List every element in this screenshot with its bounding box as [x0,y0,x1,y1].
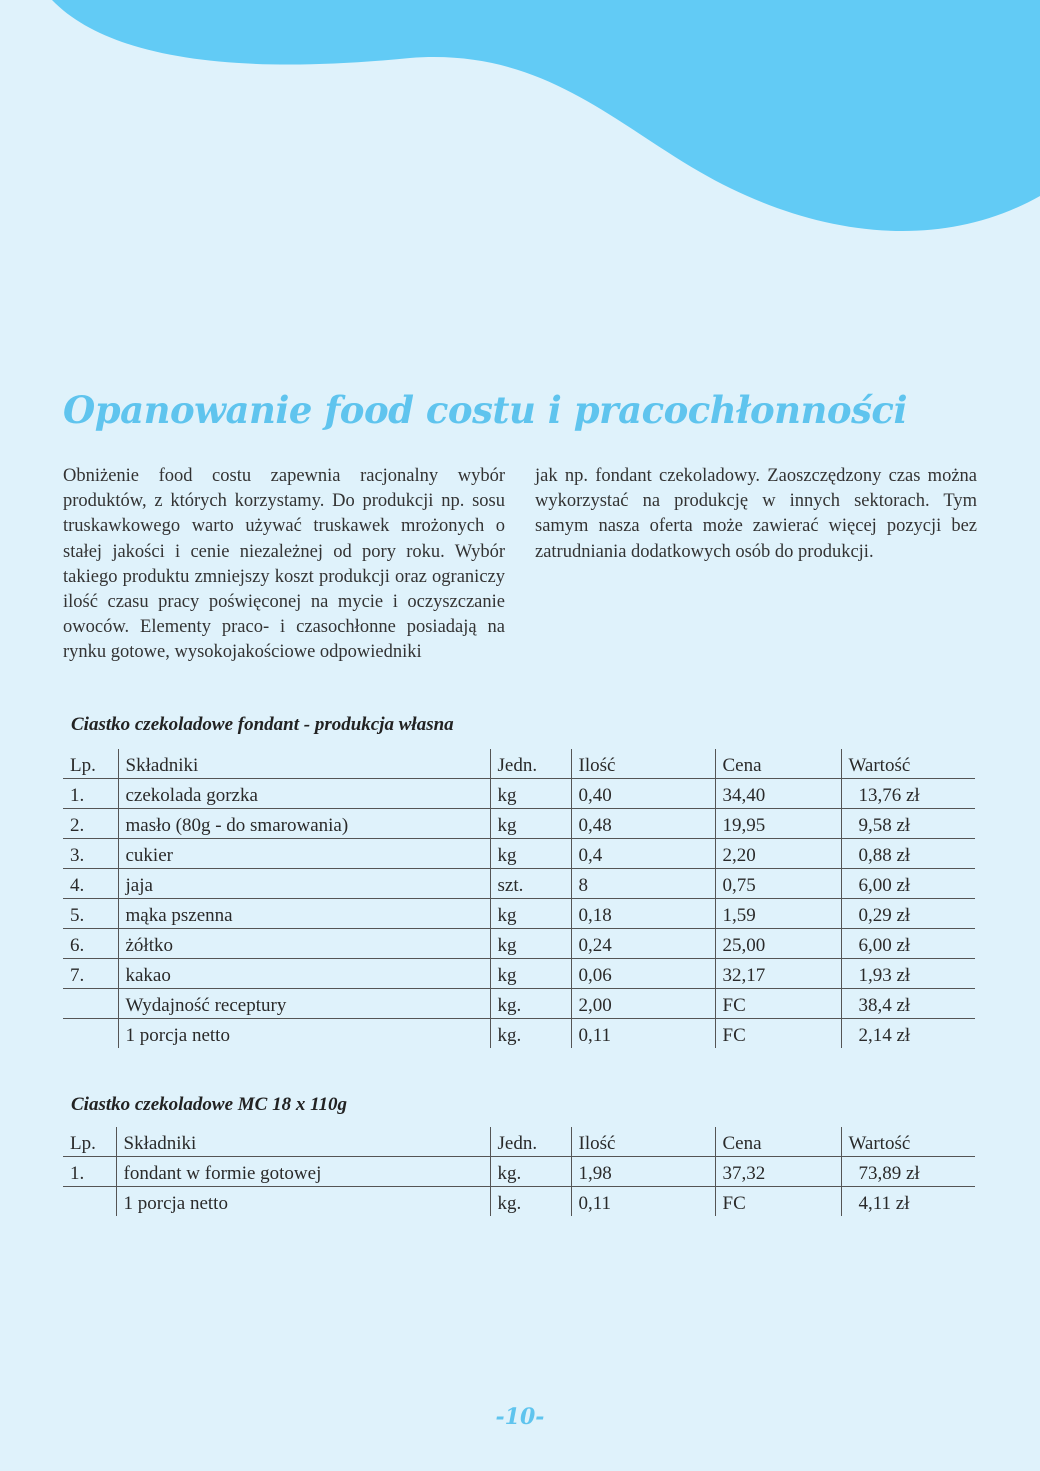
recipe-table-mc [63,1127,975,1216]
paragraph-right: jak np. fondant czekoladowy. Zaoszczędzony czas można wykorzystać na produkcję w innych sektorach. Tym samym nasza oferta może zawierać więcej pozycji bez zatrudniania dodatkowych osób do produkcji. [535,466,977,562]
table-row [63,1157,975,1187]
table-cell: 6. [63,929,118,959]
table-cell: szt. [490,869,571,899]
table-cell: jaja [118,869,490,899]
table-cell: masło (80g - do smarowania) [118,809,490,839]
table-cell: 7. [63,959,118,989]
table-cell: kg. [490,989,571,1019]
table-header-cell: Składniki [118,749,490,779]
table-cell: kg. [490,1157,571,1187]
table-cell: 34,40 [715,779,841,809]
table-header-cell: Jedn. [490,1127,571,1157]
table-cell: 2,20 [715,839,841,869]
table2-title: Ciastko czekoladowe MC 18 x 110g [71,1094,348,1115]
table-cell: 2,00 [571,989,715,1019]
table-cell [63,989,118,1019]
table-cell: kg [490,839,571,869]
table-cell: FC [715,1019,841,1049]
table-cell: kg. [490,1187,571,1217]
table-cell: 4,11 zł [841,1187,975,1217]
table-cell: 1 porcja netto [118,1019,490,1049]
table-cell: 0,75 [715,869,841,899]
table-header-row [63,749,975,779]
page-heading: Opanowanie food costu i pracochłonności [63,388,908,432]
table-cell: kg [490,809,571,839]
table-header-cell: Jedn. [490,749,571,779]
table-cell: 19,95 [715,809,841,839]
table-cell: 1. [63,1157,116,1187]
table-cell: 0,18 [571,899,715,929]
table-cell: kg. [490,1019,571,1049]
table-cell: mąka pszenna [118,899,490,929]
table-cell: 0,88 zł [841,839,975,869]
table-cell: 0,4 [571,839,715,869]
table-cell: FC [715,1187,841,1217]
table-header-cell: Cena [715,1127,841,1157]
table-cell: 6,00 zł [841,869,975,899]
table-cell: 1. [63,779,118,809]
table-cell: cukier [118,839,490,869]
decorative-wave [0,0,1040,260]
table-cell: 0,29 zł [841,899,975,929]
table-cell: 5. [63,899,118,929]
table-row [63,1019,975,1049]
table-header-cell: Składniki [116,1127,490,1157]
table-cell: kg [490,929,571,959]
table-cell: 25,00 [715,929,841,959]
table-cell: 4. [63,869,118,899]
table-cell: 32,17 [715,959,841,989]
table-cell: kg [490,899,571,929]
table-cell: 38,4 zł [841,989,975,1019]
table-cell: 0,11 [571,1019,715,1049]
table-cell: 1 porcja netto [116,1187,490,1217]
table-cell: kg [490,779,571,809]
table-cell: kg [490,959,571,989]
table-cell: 6,00 zł [841,929,975,959]
table1-title: Ciastko czekoladowe fondant - produkcja własna [71,714,454,735]
table-cell: FC [715,989,841,1019]
table-header-cell: Ilość [571,749,715,779]
paragraph-left: Obniżenie food costu zapewnia racjonalny wybór produktów, z których korzystamy. Do produkcji np. sosu truskawkowego warto używać truskawek mrożonych o stałej jakości i cenie niezależnej od pory roku. Wybór takiego produktu zmniejszy koszt produkcji oraz ograniczy ilość czasu pracy poświęconej na mycie i oczyszczanie owoców. Elementy praco- i czasochłonne posiadają na rynku gotowe, wysokojakościowe odpowiedniki [63,466,505,663]
table-cell [63,1019,118,1049]
table-cell [63,1187,116,1217]
table-cell: 0,24 [571,929,715,959]
table-cell: 2,14 zł [841,1019,975,1049]
table-row [63,1187,975,1217]
table-cell: 0,40 [571,779,715,809]
table-cell: kakao [118,959,490,989]
table-row [63,989,975,1019]
table-cell: 13,76 zł [841,779,975,809]
table-cell: 1,98 [571,1157,715,1187]
table-cell: żółtko [118,929,490,959]
table-cell: 3. [63,839,118,869]
table-row [63,869,975,899]
table-header-cell: Wartość [841,1127,975,1157]
table-cell: 8 [571,869,715,899]
recipe-table-fondant [63,749,975,1048]
table-row [63,899,975,929]
table-cell: 37,32 [715,1157,841,1187]
table-cell: 9,58 zł [841,809,975,839]
table-row [63,779,975,809]
table-cell: 0,06 [571,959,715,989]
table-row [63,809,975,839]
table-cell: fondant w formie gotowej [116,1157,490,1187]
table-header-cell: Ilość [571,1127,715,1157]
table-cell: 1,93 zł [841,959,975,989]
table-header-cell: Lp. [63,749,118,779]
table-row [63,839,975,869]
table-cell: 1,59 [715,899,841,929]
table-cell: 0,48 [571,809,715,839]
intro-text-right [535,464,977,565]
table-row [63,959,975,989]
page-number: -10- [495,1404,545,1430]
table-row [63,929,975,959]
table-cell: czekolada gorzka [118,779,490,809]
intro-text-left [63,464,505,666]
table-cell: 0,11 [571,1187,715,1217]
table-cell: 2. [63,809,118,839]
table-header-cell: Cena [715,749,841,779]
table-header-cell: Wartość [841,749,975,779]
table-cell: 73,89 zł [841,1157,975,1187]
table-header-row [63,1127,975,1157]
table-header-cell: Lp. [63,1127,116,1157]
table-cell: Wydajność receptury [118,989,490,1019]
